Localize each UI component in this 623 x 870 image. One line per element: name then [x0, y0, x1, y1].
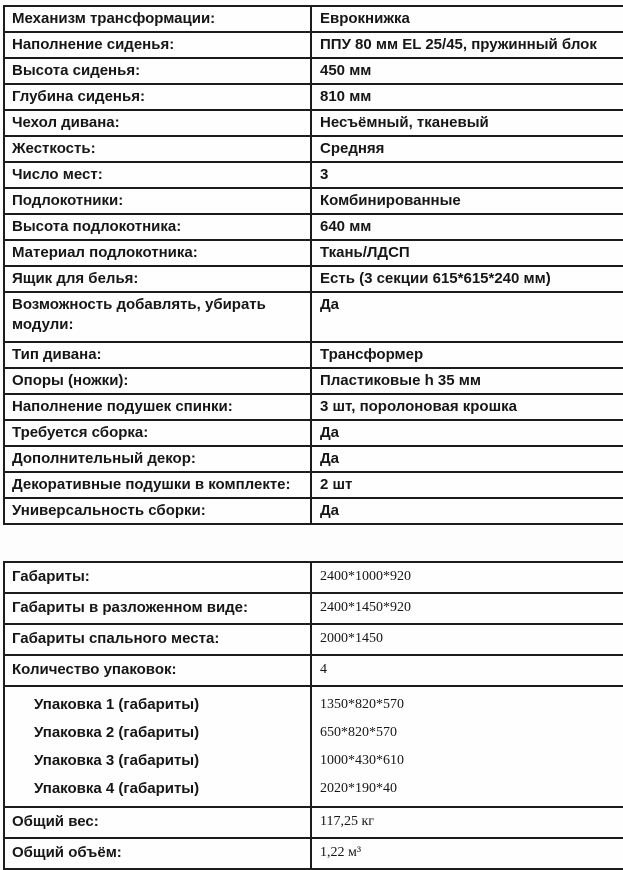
package-value: 2020*190*40	[320, 781, 397, 796]
table-row	[5, 33, 623, 59]
package-label: Упаковка 4 (габариты)	[34, 780, 200, 797]
spec-label: Число мест:	[5, 163, 312, 187]
spec-label: Общий объём:	[5, 839, 312, 868]
spec-label: Габариты в разложенном виде:	[5, 594, 312, 623]
spec-label: Высота подлокотника:	[5, 215, 312, 239]
table-row	[5, 137, 623, 163]
spec-label: Тип дивана:	[5, 343, 312, 367]
package-value: 1350*820*570	[320, 697, 404, 712]
table-row	[5, 839, 623, 868]
spec-label: Габариты:	[5, 563, 312, 592]
table-row	[5, 343, 623, 369]
packages-block-row	[5, 687, 623, 808]
spec-value: 4	[320, 662, 327, 677]
spec-label: Опоры (ножки):	[5, 369, 312, 393]
table-row	[5, 85, 623, 111]
spec-label: Подлокотники:	[5, 189, 312, 213]
specs-table-dimensions	[3, 561, 623, 870]
table-row	[5, 447, 623, 473]
table-row	[5, 625, 623, 656]
table-row	[5, 499, 623, 523]
spec-value: 117,25 кг	[320, 814, 375, 829]
spec-label: Чехол дивана:	[5, 111, 312, 135]
spec-value: Несъёмный, тканевый	[320, 114, 489, 131]
table-row	[5, 594, 623, 625]
package-label: Упаковка 1 (габариты)	[34, 696, 200, 713]
table-row	[5, 293, 623, 343]
table-row	[5, 656, 623, 687]
spec-label: Наполнение подушек спинки:	[5, 395, 312, 419]
spec-value: 1,22 м³	[320, 845, 362, 860]
table-row	[5, 369, 623, 395]
packages-values	[312, 687, 623, 806]
spec-value: Средняя	[320, 140, 385, 157]
spec-label: Общий вес:	[5, 808, 312, 837]
spec-value: Ткань/ЛДСП	[320, 244, 410, 261]
spec-label: Универсальность сборки:	[5, 499, 312, 523]
spec-label: Материал подлокотника:	[5, 241, 312, 265]
package-value: 1000*430*610	[320, 753, 404, 768]
spec-value: Да	[320, 450, 340, 467]
spec-value: 2 шт	[320, 476, 353, 493]
spec-value: 2400*1000*920	[320, 569, 411, 584]
table-row	[5, 163, 623, 189]
spec-label: Высота сиденья:	[5, 59, 312, 83]
spec-value: 3 шт, поролоновая крошка	[320, 398, 517, 415]
spec-value: Есть (3 секции 615*615*240 мм)	[320, 270, 551, 287]
table-row	[5, 59, 623, 85]
packages-labels	[5, 687, 312, 806]
table-row	[5, 395, 623, 421]
spec-label: Габариты спального места:	[5, 625, 312, 654]
table-row	[5, 7, 623, 33]
package-value: 650*820*570	[320, 725, 397, 740]
table-row	[5, 189, 623, 215]
table-row	[5, 267, 623, 293]
table-row	[5, 421, 623, 447]
spec-label: Механизм трансформации:	[5, 7, 312, 31]
package-label: Упаковка 3 (габариты)	[34, 752, 200, 769]
spec-value: 2400*1450*920	[320, 600, 411, 615]
spec-value: Да	[320, 424, 340, 441]
spec-label: Декоративные подушки в комплекте:	[5, 473, 312, 497]
spec-value: Пластиковые h 35 мм	[320, 372, 481, 389]
spec-label: Наполнение сиденья:	[5, 33, 312, 57]
table-row	[5, 215, 623, 241]
table-row	[5, 111, 623, 137]
spec-label: Глубина сиденья:	[5, 85, 312, 109]
spec-label: Жесткость:	[5, 137, 312, 161]
table-row	[5, 808, 623, 839]
spec-label: Требуется сборка:	[5, 421, 312, 445]
spec-value: 640 мм	[320, 218, 372, 235]
table-row	[5, 241, 623, 267]
spec-value: 810 мм	[320, 88, 372, 105]
spec-value: Трансформер	[320, 346, 424, 363]
table-row	[5, 473, 623, 499]
spec-value: 3	[320, 166, 329, 183]
spec-value: Комбинированные	[320, 192, 461, 209]
spec-value: Да	[320, 296, 340, 313]
spec-label: Возможность добавлять, убирать модули:	[5, 293, 312, 341]
spec-label: Ящик для белья:	[5, 267, 312, 291]
spec-value: 450 мм	[320, 62, 372, 79]
spec-value: 2000*1450	[320, 631, 383, 646]
package-label: Упаковка 2 (габариты)	[34, 724, 200, 741]
spec-label: Дополнительный декор:	[5, 447, 312, 471]
spec-value: Да	[320, 502, 340, 519]
spec-value: ППУ 80 мм EL 25/45, пружинный блок	[320, 36, 597, 53]
table-row	[5, 563, 623, 594]
specs-table-main	[3, 5, 623, 525]
spec-value: Еврокнижка	[320, 10, 410, 27]
spec-label: Количество упаковок:	[5, 656, 312, 685]
